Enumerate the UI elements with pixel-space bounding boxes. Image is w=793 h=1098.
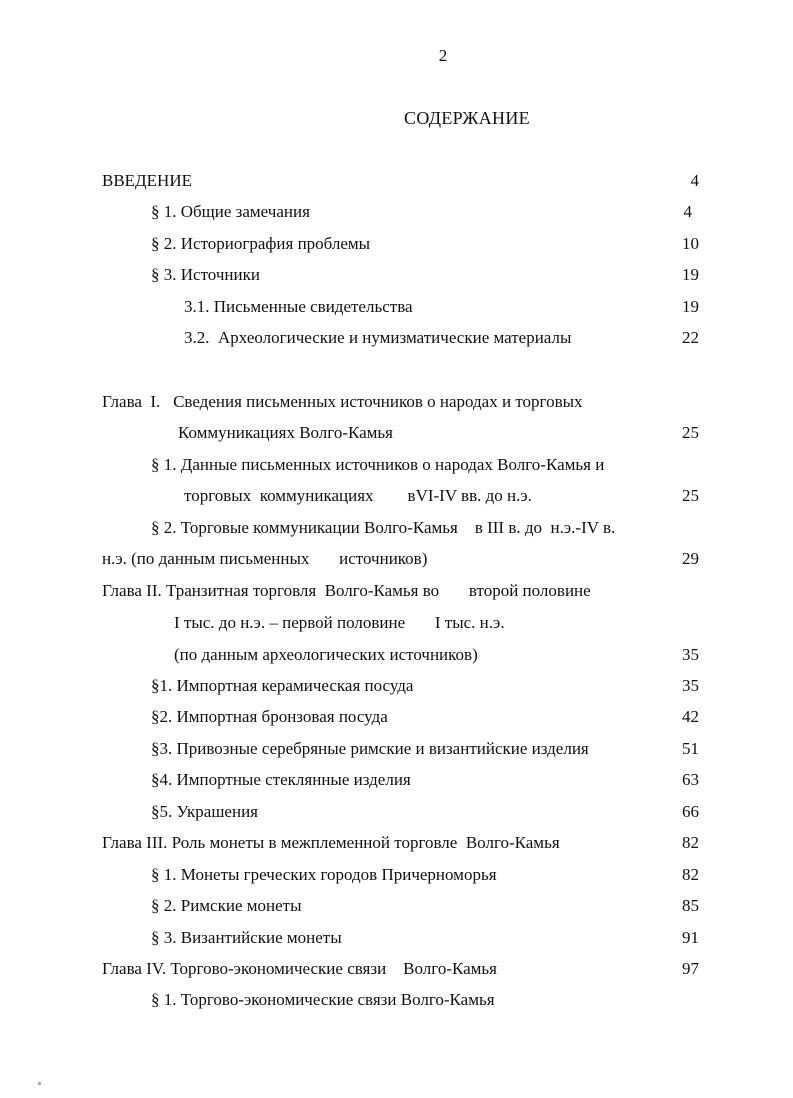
toc-entry	[0, 767, 793, 793]
toc-page-number: 42	[682, 707, 699, 726]
toc-entry	[0, 610, 793, 636]
toc-page-number: 35	[682, 645, 699, 664]
toc-entry	[0, 483, 793, 509]
toc-entry	[0, 262, 793, 288]
toc-page-number: 4	[690, 171, 699, 190]
toc-entry	[0, 704, 793, 730]
toc-entry-introduction	[0, 168, 793, 194]
toc-page-number: 10	[682, 234, 699, 253]
toc-page-number: 35	[682, 676, 699, 695]
toc-entry	[0, 642, 793, 668]
toc-entry-text: § 1. Общие замечания	[151, 202, 310, 221]
toc-entry-text: Глава II. Транзитная торговля Волго-Камья во второй половине	[102, 581, 591, 600]
toc-page-number: 19	[682, 265, 699, 284]
toc-chapter-heading	[0, 956, 793, 982]
page-number: 2	[438, 46, 448, 65]
toc-entry-text: 3.1. Письменные свидетельства	[184, 297, 413, 316]
toc-title: СОДЕРЖАНИЕ	[404, 108, 530, 128]
toc-entry	[0, 452, 793, 478]
toc-entry	[0, 325, 793, 351]
toc-entry	[0, 736, 793, 762]
toc-page-number: 82	[682, 865, 699, 884]
toc-entry	[0, 294, 793, 320]
toc-page-number: 22	[682, 328, 699, 347]
toc-page-number: 63	[682, 770, 699, 789]
toc-page-number: 97	[682, 959, 699, 978]
toc-entry	[0, 673, 793, 699]
toc-entry-text: (по данным археологических источников)	[174, 645, 478, 664]
toc-entry	[0, 893, 793, 919]
toc-page-number: 19	[682, 297, 699, 316]
toc-entry-text: торговых коммуникациях вVI-IV вв. до н.э.	[184, 486, 532, 505]
toc-entry	[0, 862, 793, 888]
toc-entry	[0, 799, 793, 825]
toc-entry	[0, 420, 793, 446]
toc-entry-text: §5. Украшения	[151, 802, 258, 821]
toc-chapter-heading	[0, 389, 793, 415]
toc-page-number: 25	[682, 423, 699, 442]
toc-entry	[0, 231, 793, 257]
toc-page-number: 51	[682, 739, 699, 758]
toc-page-number: 66	[682, 802, 699, 821]
toc-entry-text: § 2. Торговые коммуникации Волго-Камья в III в. до н.э.-IV в.	[151, 518, 616, 537]
toc-entry	[0, 515, 793, 541]
toc-entry-text: § 2. Историография проблемы	[151, 234, 371, 253]
toc-page-number: 91	[682, 928, 699, 947]
toc-page-number: 25	[682, 486, 699, 505]
toc-entry-text: §4. Импортные стеклянные изделия	[151, 770, 411, 789]
toc-entry-text: Глава I. Сведения письменных источников о народах и торговых	[102, 392, 583, 411]
toc-entry-text: I тыс. до н.э. – первой половине I тыс. н.э.	[174, 613, 505, 632]
toc-entry	[0, 987, 793, 1013]
toc-page-number: 85	[682, 896, 699, 915]
toc-entry-text: §1. Импортная керамическая посуда	[151, 676, 414, 695]
toc-entry-text: Коммуникациях Волго-Камья	[178, 423, 393, 442]
toc-entry-text: 3.2. Археологические и нумизматические материалы	[184, 328, 572, 347]
toc-entry-text: § 2. Римские монеты	[151, 896, 302, 915]
toc-entry-text: Глава III. Роль монеты в межплеменной торговле Волго-Камья	[102, 833, 560, 852]
scan-speck	[38, 1082, 41, 1085]
toc-entry-text: § 3. Источники	[151, 265, 260, 284]
toc-entry-text: §2. Импортная бронзовая посуда	[151, 707, 388, 726]
toc-entry	[0, 546, 793, 572]
toc-entry-text: §3. Привозные серебряные римские и византийские изделия	[151, 739, 589, 758]
toc-entry-text: Глава IV. Торгово-экономические связи Волго-Камья	[102, 959, 497, 978]
toc-entry-text: ВВЕДЕНИЕ	[102, 171, 192, 190]
toc-entry-text: § 1. Данные письменных источников о народах Волго-Камья и	[151, 455, 605, 474]
toc-entry-text: § 3. Византийские монеты	[151, 928, 342, 947]
toc-entry-text: § 1. Торгово-экономические связи Волго-Камья	[151, 990, 495, 1009]
toc-page-number: 82	[682, 833, 699, 852]
toc-page-number: 4	[683, 202, 692, 221]
toc-chapter-heading	[0, 830, 793, 856]
toc-entry-text: § 1. Монеты греческих городов Причерноморья	[151, 865, 497, 884]
toc-page-number: 29	[682, 549, 699, 568]
toc-entry-text: н.э. (по данным письменных источников)	[102, 549, 428, 568]
toc-chapter-heading	[0, 578, 793, 604]
toc-entry	[0, 925, 793, 951]
toc-entry	[0, 199, 793, 225]
